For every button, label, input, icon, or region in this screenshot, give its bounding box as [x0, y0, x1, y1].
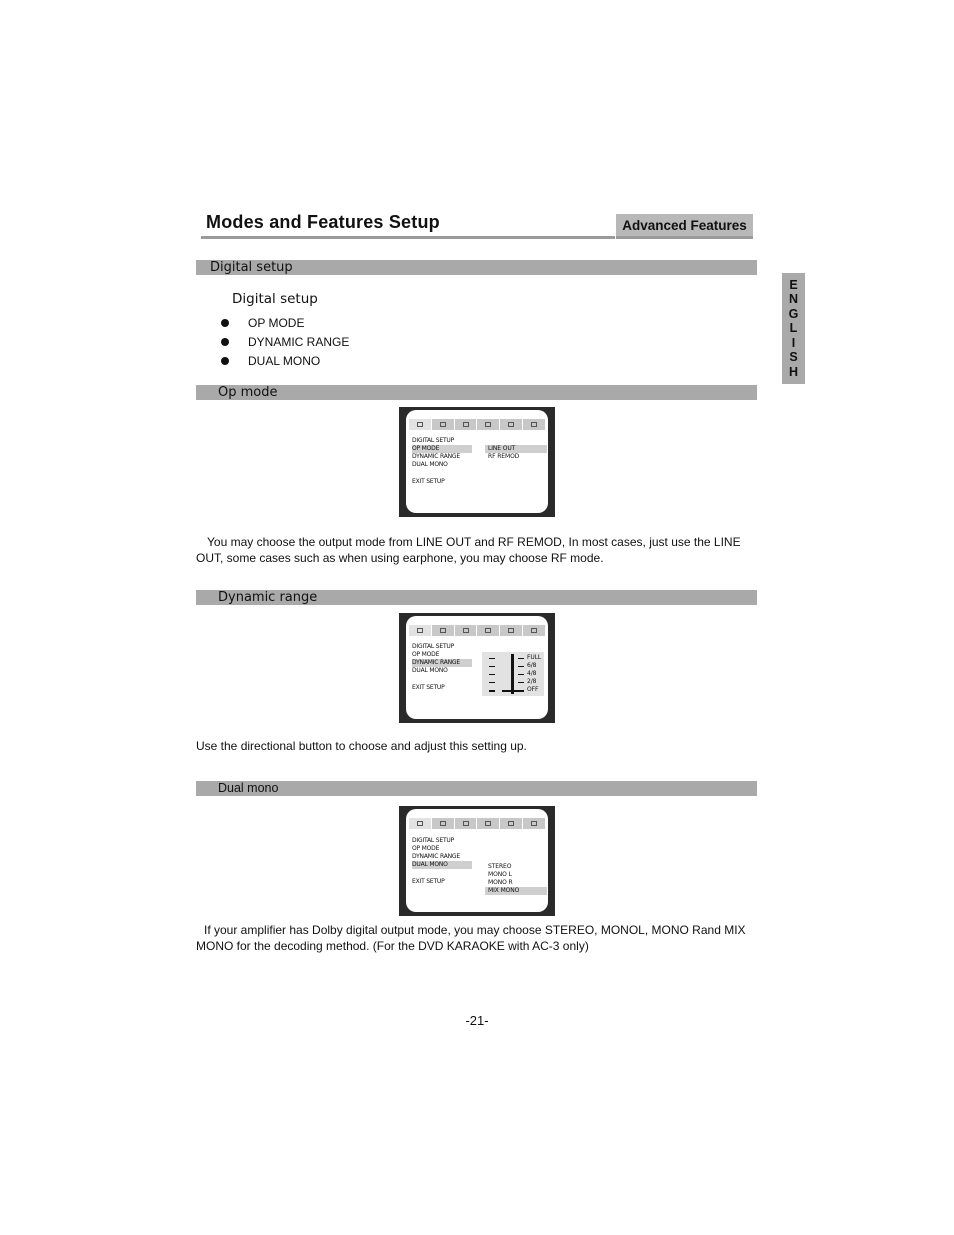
slider-track — [511, 654, 514, 694]
lang-letter: E — [789, 277, 798, 292]
video-icon — [477, 419, 500, 430]
slider-thumb — [502, 690, 524, 692]
preference-icon — [500, 419, 523, 430]
osd-toolbar — [409, 419, 545, 430]
speaker-icon — [409, 419, 432, 430]
list-item-label: DYNAMIC RANGE — [248, 334, 350, 349]
speaker-icon — [409, 625, 432, 636]
password-icon — [523, 625, 545, 636]
level-label: OFF — [527, 686, 539, 693]
osd-screen-dual-mono — [399, 806, 555, 916]
op-mode-paragraph: You may choose the output mode from LINE OUT and RF REMOD, In most cases, just use the LINE OUT, some cases such as when using earphone, you may choose RF mode. — [196, 535, 741, 565]
osd-menu-title: DIGITAL SETUP — [412, 837, 455, 844]
digital-setup-heading: Digital setup — [232, 291, 318, 307]
osd-option-mono-r: MONO R — [488, 879, 513, 886]
title-underline — [201, 236, 615, 239]
list-item — [220, 351, 349, 370]
audio-icon — [455, 818, 478, 829]
osd-menu-op-mode: OP MODE — [412, 445, 472, 453]
osd-menu-title: DIGITAL SETUP — [412, 643, 455, 650]
osd-menu-op-mode: OP MODE — [412, 651, 440, 658]
dynamic-range-paragraph: Use the directional button to choose and adjust this setting up. — [196, 739, 527, 753]
section-bar-op-mode: Op mode — [196, 385, 757, 400]
bullet-icon — [221, 338, 229, 346]
audio-icon — [455, 625, 478, 636]
language-tab — [782, 273, 805, 384]
osd-menu-op-mode: OP MODE — [412, 845, 440, 852]
lang-letter: L — [789, 321, 798, 336]
bullet-icon — [221, 319, 229, 327]
lang-letter: I — [791, 335, 796, 350]
lang-letter: N — [788, 292, 799, 307]
level-label: 4/8 — [527, 670, 537, 677]
osd-menu-exit: EXIT SETUP — [412, 684, 445, 691]
password-icon — [523, 818, 545, 829]
osd-toolbar — [409, 818, 545, 829]
section-badge: Advanced Features — [616, 214, 753, 238]
osd-menu-exit: EXIT SETUP — [412, 478, 445, 485]
osd-menu-dual-mono: DUAL MONO — [412, 461, 448, 468]
level-label: FULL — [527, 654, 542, 661]
osd-option-mono-l: MONO L — [488, 871, 512, 878]
osd-menu-title: DIGITAL SETUP — [412, 437, 455, 444]
video-icon — [477, 625, 500, 636]
section-bar-digital-setup: Digital setup — [196, 260, 757, 275]
osd-screen-op-mode — [399, 407, 555, 517]
lang-letter: S — [789, 350, 798, 365]
page-title: Modes and Features Setup — [206, 212, 440, 232]
osd-menu-dynamic-range: DYNAMIC RANGE — [412, 659, 472, 667]
osd-display — [406, 616, 548, 719]
osd-option-mix-mono: MIX MONO — [485, 887, 547, 895]
page-number: -21- — [465, 1013, 489, 1028]
list-item-label: DUAL MONO — [248, 353, 321, 368]
osd-toolbar — [409, 625, 545, 636]
osd-menu-dynamic-range: DYNAMIC RANGE — [412, 853, 460, 860]
osd-option-line-out: LINE OUT — [485, 445, 547, 453]
preference-icon — [500, 625, 523, 636]
preference-icon — [500, 818, 523, 829]
dynamic-range-slider — [482, 652, 544, 696]
osd-menu-dual-mono: DUAL MONO — [412, 861, 472, 869]
osd-menu-dynamic-range: DYNAMIC RANGE — [412, 453, 460, 460]
level-label: 2/8 — [527, 678, 537, 685]
audio-icon — [455, 419, 478, 430]
speaker-icon — [409, 818, 432, 829]
osd-display — [406, 410, 548, 513]
lang-letter: H — [788, 364, 799, 379]
osd-menu-exit: EXIT SETUP — [412, 878, 445, 885]
video-icon — [477, 818, 500, 829]
section-bar-dual-mono: Dual mono — [196, 781, 757, 796]
osd-display — [406, 809, 548, 912]
dual-mono-paragraph: If your amplifier has Dolby digital output mode, you may choose STEREO, MONOL, MONO Rand MIX MONO for the decoding method. (For the DVD KARAOKE with AC-3 only) — [196, 923, 746, 953]
list-item-label: OP MODE — [248, 315, 305, 330]
lang-letter: G — [788, 306, 799, 321]
level-label: 6/8 — [527, 662, 537, 669]
badge-underline — [616, 236, 753, 239]
osd-option-stereo: STEREO — [488, 863, 512, 870]
digital-setup-list — [220, 313, 349, 370]
bullet-icon — [221, 357, 229, 365]
osd-option-rf-remod: RF REMOD — [488, 453, 520, 460]
osd-screen-dynamic-range — [399, 613, 555, 723]
list-item — [220, 332, 349, 351]
digital-icon — [432, 625, 455, 636]
section-bar-dynamic-range: Dynamic range — [196, 590, 757, 605]
digital-icon — [432, 818, 455, 829]
list-item — [220, 313, 349, 332]
digital-icon — [432, 419, 455, 430]
osd-menu-dual-mono: DUAL MONO — [412, 667, 448, 674]
password-icon — [523, 419, 545, 430]
